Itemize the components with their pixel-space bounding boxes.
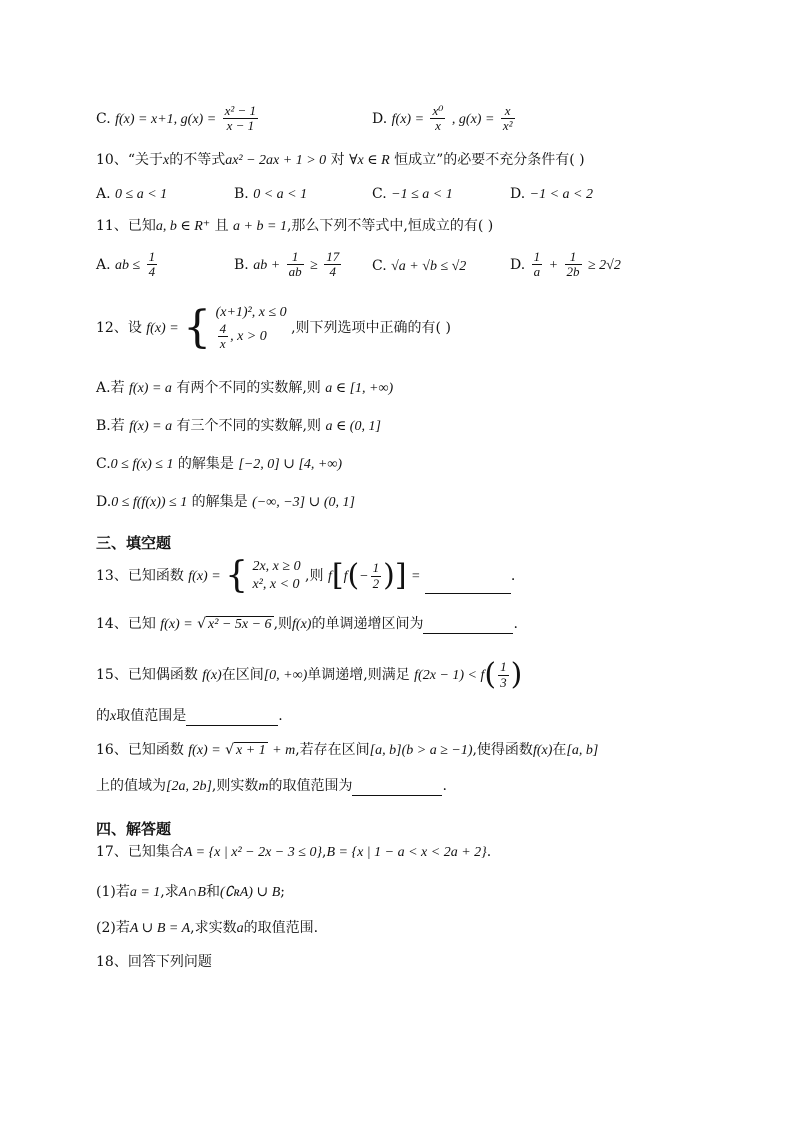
math-expr: f(x) = (146, 320, 179, 336)
stem-text: . (510, 568, 516, 585)
math-var: m (258, 779, 269, 794)
stem-text: 在 (552, 742, 567, 758)
option-label: C. (372, 258, 387, 274)
answer-blank[interactable] (423, 617, 513, 634)
math-expr: [a, b] (369, 743, 402, 758)
q15-stem (96, 657, 523, 692)
option-text: 的解集是 (173, 456, 239, 472)
section-heading-fill-in: 三、填空题 (96, 534, 172, 552)
numerator: x² − 1 (224, 103, 257, 118)
stem-text: ,若存在区间 (295, 742, 370, 758)
fraction (147, 250, 158, 280)
stem-text: 13、已知函数 (96, 568, 184, 585)
fraction (430, 104, 445, 134)
math-expr: (b > a ≥ −1) (401, 743, 473, 758)
math-expr: f(x) (532, 743, 553, 758)
denominator: a (533, 264, 541, 280)
math-var: a (236, 921, 244, 936)
left-paren: ( (484, 657, 497, 692)
math-expr: f (343, 569, 348, 585)
q11-stem (96, 218, 493, 236)
math-expr: f(x) = a (129, 419, 173, 434)
right-paren: ) (510, 657, 523, 692)
fraction (287, 250, 304, 280)
left-paren: ( (347, 558, 360, 594)
math-expr: B = {x | 1 − a < x < 2a + 2} (326, 845, 487, 860)
stem-text: 的取值范围. (243, 920, 319, 936)
stem-text: 恒成立”的必要不充分条件有( ) (389, 152, 585, 168)
numerator: 1 (372, 560, 380, 576)
q10-option-c (372, 186, 453, 203)
denominator: ab (288, 264, 302, 280)
q9-option-c (96, 104, 260, 134)
case-line: x², x < 0 (252, 577, 300, 593)
stem-text: , (322, 844, 327, 860)
stem-text: 取值范围是 (116, 708, 187, 724)
fraction (223, 104, 258, 134)
stem-text: 的不等式 (169, 152, 226, 168)
denominator: x (219, 336, 226, 352)
q10-option-a (96, 186, 167, 203)
math-expr: f(x) (292, 617, 312, 632)
math-expr: [a, b] (566, 743, 599, 758)
option-text: 有三个不同的实数解,则 (172, 418, 326, 434)
fraction (498, 660, 509, 690)
denominator: 2 (372, 575, 380, 591)
stem-text: 对 (326, 152, 350, 168)
math-expr: [−2, 0] ∪ [4, +∞) (238, 457, 342, 472)
math-expr: a ∈ [1, +∞) (325, 381, 394, 396)
option-label: D. (510, 186, 526, 202)
stem-text: . (442, 778, 447, 794)
denominator: 2b (566, 264, 580, 280)
q12-option-a (96, 380, 393, 398)
q12-stem (96, 301, 451, 353)
numerator: 1 (565, 250, 582, 265)
stem-text: . (278, 708, 283, 724)
option-expr: √a + √b ≤ √2 (391, 259, 467, 274)
math-expr: + m (272, 743, 296, 758)
stem-text: . (513, 616, 518, 632)
option-label: C. (96, 110, 111, 127)
stem-text: 15、已知偶函数 (96, 667, 198, 683)
stem-text: 在区间 (221, 667, 264, 683)
denominator: 3 (500, 674, 507, 690)
stem-text: ,求 (160, 884, 179, 900)
option-label: C. (372, 186, 387, 202)
math-expr: f(x) = (188, 743, 221, 758)
math-expr: 0 ≤ f(x) ≤ 1 (110, 457, 174, 472)
option-label: C. (96, 456, 111, 472)
math-expr: A ∪ B = A (129, 921, 191, 936)
right-paren: ) (383, 558, 395, 594)
option-expr: f(x) = x+1, g(x) = (115, 111, 217, 127)
option-text: 的解集是 (187, 494, 253, 510)
option-text: 若 (110, 418, 130, 434)
math-var: x (162, 153, 170, 168)
math-expr: f (327, 569, 332, 585)
math-expr: x² − 5x − 6 (208, 617, 272, 632)
stem-text: ,则 (273, 616, 293, 632)
case-cond: , x > 0 (230, 329, 267, 345)
q10-option-d (510, 186, 593, 203)
q9-option-d (372, 104, 517, 134)
q10-option-b (234, 186, 307, 203)
q13-stem (96, 555, 516, 597)
math-expr: a = 1 (129, 885, 161, 900)
fraction (565, 250, 582, 280)
option-expr: ab + (253, 257, 281, 273)
stem-text: 17、已知集合 (96, 844, 184, 860)
math-expr: f(x) = (160, 617, 193, 632)
stem-text: 11、已知 (96, 218, 156, 234)
math-expr: f(2x − 1) < f (414, 668, 485, 683)
option-label: B. (96, 418, 111, 434)
math-expr: a, b ∈ R⁺ (155, 219, 211, 234)
stem-text: ; (280, 884, 285, 900)
option-expr: ab ≤ (115, 257, 141, 273)
stem-text: 16、已知函数 (96, 742, 184, 758)
piecewise-cases (216, 304, 287, 352)
math-var: x (110, 709, 117, 724)
fraction (324, 250, 341, 280)
left-brace: { (225, 555, 249, 597)
stem-text: 的单调递增区间为 (311, 616, 424, 632)
case-line (216, 322, 287, 352)
option-expr: + (548, 257, 559, 273)
option-expr: ≥ 2√2 (587, 257, 621, 273)
numerator: 1 (500, 659, 507, 675)
answer-blank[interactable] (186, 709, 278, 726)
numerator: x⁰ (432, 103, 444, 118)
math-expr: [0, +∞) (263, 668, 308, 683)
option-label: A. (96, 380, 111, 396)
stem-text: ,则实数 (211, 778, 259, 794)
option-expr: 0 ≤ a < 1 (115, 187, 168, 202)
math-expr: (∁ʀA) ∪ B (219, 885, 281, 900)
option-text: 有两个不同的实数解,则 (171, 380, 326, 396)
stem-text: 的 (96, 708, 110, 724)
math-expr: [2a, 2b] (166, 779, 212, 794)
q12-option-c (96, 456, 342, 474)
option-label: A. (96, 186, 111, 202)
piecewise-cases (252, 558, 300, 594)
q12-option-d (96, 494, 355, 512)
numerator: 17 (326, 249, 340, 264)
stem-text: 上的值域为 (96, 778, 166, 794)
option-label: A. (96, 256, 111, 273)
stem-text: 单调递增,则满足 (307, 667, 410, 683)
option-label: D. (96, 494, 112, 510)
numerator: 1 (148, 249, 156, 264)
math-expr: f(x) = a (129, 381, 172, 396)
option-text: 若 (110, 380, 130, 396)
math-expr: (−∞, −3] ∪ (0, 1] (252, 495, 355, 510)
stem-text: 14、已知 (96, 616, 156, 632)
option-expr: ≥ (310, 257, 318, 273)
q12-option-b (96, 418, 381, 436)
q16-stem (96, 742, 598, 760)
math-expr: = (411, 569, 421, 585)
section-heading-answer: 四、解答题 (96, 820, 172, 838)
q17-part1 (96, 884, 285, 902)
left-brace: { (183, 301, 212, 353)
option-expr: f(x) = (391, 111, 425, 127)
stem-text: . (486, 844, 492, 860)
stem-text: 且 (210, 218, 234, 234)
option-expr: 0 < a < 1 (253, 187, 308, 202)
q15-line2 (96, 708, 283, 726)
math-expr: x + 1 (236, 743, 266, 758)
stem-text: ,使得函数 (472, 742, 533, 758)
stem-text: 的取值范围为 (268, 778, 353, 794)
fraction (532, 250, 543, 280)
math-expr: 0 ≤ f(f(x)) ≤ 1 (111, 495, 188, 510)
numerator: 1 (287, 250, 304, 265)
q17-stem (96, 844, 491, 862)
left-bracket: [ (331, 558, 344, 594)
q11-option-d (510, 250, 621, 280)
denominator: x² (502, 118, 513, 134)
sqrt-sign: √ (197, 616, 207, 632)
q17-part2 (96, 920, 318, 938)
numerator: 1 (533, 249, 541, 264)
stem-text: (1)若 (96, 884, 130, 900)
math-expr: A∩B (178, 885, 206, 900)
q11-option-a (96, 250, 159, 280)
numerator: 4 (219, 321, 227, 337)
stem-text: 12、设 (96, 319, 142, 336)
q10-stem (96, 152, 585, 170)
stem-text: ,求实数 (190, 920, 237, 936)
denominator: x (435, 118, 441, 134)
denominator: x − 1 (226, 118, 255, 134)
fraction (501, 104, 515, 134)
math-expr: f(x) (202, 668, 222, 683)
stem-text: ,那么下列不等式中,恒成立的有( ) (286, 218, 494, 234)
math-expr: a ∈ (0, 1] (325, 419, 381, 434)
q16-line2 (96, 778, 447, 796)
q14-stem (96, 616, 518, 634)
denominator: 4 (148, 264, 156, 280)
fraction (371, 561, 382, 591)
stem-text: 和 (205, 884, 220, 900)
math-expr: f(x) = (188, 569, 221, 585)
q11-option-b (234, 250, 343, 280)
option-label: B. (234, 186, 249, 202)
answer-blank[interactable] (352, 779, 442, 796)
q11-option-c (372, 258, 466, 275)
option-label: D. (372, 110, 388, 127)
denominator: 4 (329, 264, 336, 280)
stem-text: ,则 (305, 568, 324, 585)
case-line: 2x, x ≥ 0 (252, 559, 301, 574)
numerator: x (501, 104, 515, 119)
option-expr: −1 ≤ a < 1 (391, 187, 453, 202)
q18-stem: 18、回答下列问题 (96, 954, 212, 970)
sqrt-sign: √ (225, 742, 235, 758)
option-label: B. (234, 256, 249, 273)
math-expr: ax² − 2ax + 1 > 0 (225, 153, 327, 168)
answer-blank[interactable] (425, 577, 511, 594)
fraction (218, 322, 229, 352)
stem-text: 10、“关于 (96, 152, 163, 168)
math-expr: A = {x | x² − 2x − 3 ≤ 0} (183, 845, 323, 860)
math-expr: ∀x ∈ R (349, 153, 390, 168)
option-expr: −1 < a < 2 (529, 187, 593, 202)
stem-text: ,则下列选项中正确的有( ) (291, 319, 451, 336)
math-expr: − (359, 569, 369, 585)
right-bracket: ] (394, 558, 407, 594)
option-expr: , g(x) = (451, 111, 495, 127)
math-expr: a + b = 1 (233, 219, 287, 234)
option-label: D. (510, 256, 526, 273)
stem-text: (2)若 (96, 920, 130, 936)
case-line: (x+1)², x ≤ 0 (215, 305, 287, 320)
